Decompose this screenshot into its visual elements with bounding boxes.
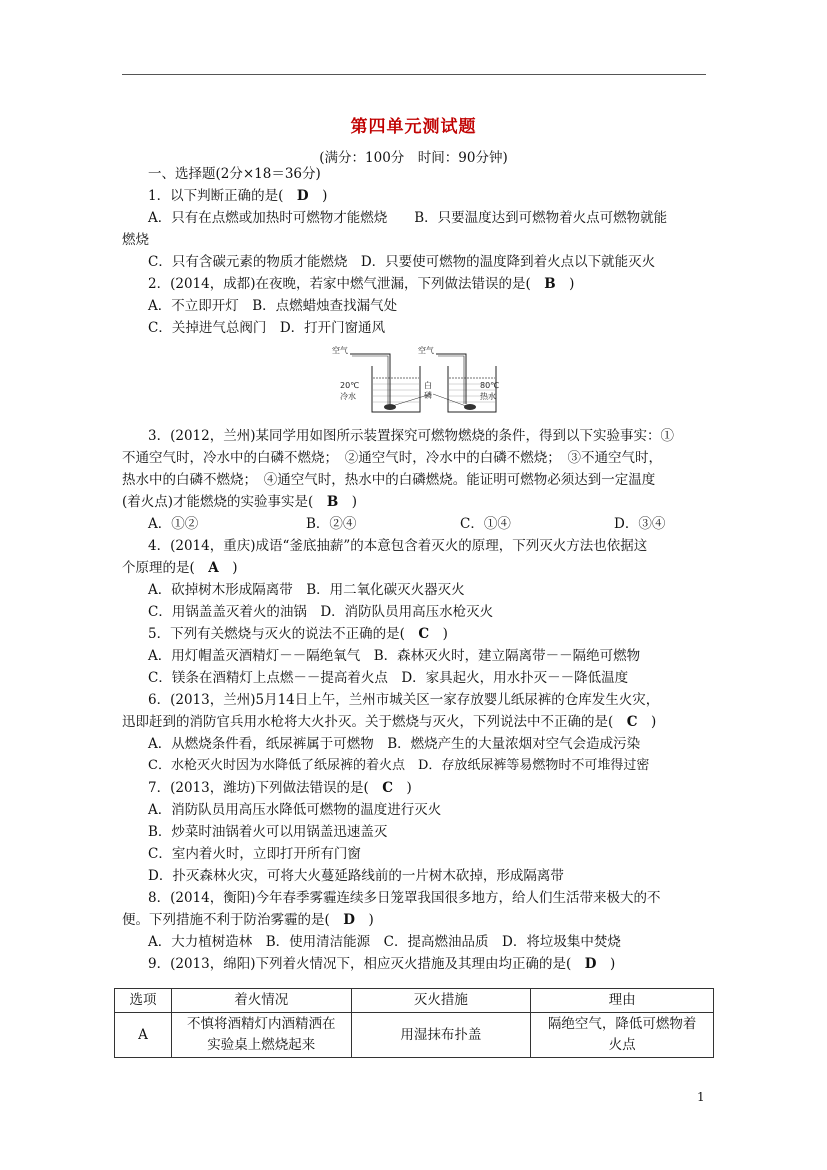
- q3-line: 不通空气时，冷水中的白磷不燃烧； ②通空气时，冷水中的白磷不燃烧； ③不通空气时，: [122, 450, 662, 466]
- label-cold: 冷水: [340, 392, 356, 401]
- answer-5: C: [418, 626, 430, 642]
- q7-line: B．炒菜时油锅着火可以用锅盖迅速盖灭: [148, 824, 388, 840]
- q6-line: 6．(2013，兰州)5月14日上午，兰州市城关区一家存放婴儿纸尿裤的仓库发生火灾，: [148, 692, 660, 708]
- white-phosphorus-hot: [464, 404, 476, 410]
- table-cell-option: A: [115, 1013, 172, 1058]
- q4-line: 4．(2014，重庆)成语“釜底抽薪”的本意包含着灭火的原理，下列灭火方法也依据这: [148, 538, 648, 554]
- answer-8: D: [343, 912, 355, 928]
- question-5-stem: 5．下列有关燃烧与灭火的说法不正确的是( C ): [148, 626, 448, 642]
- q2-line: A．不立即开灯 B．点燃蜡烛查找漏气处: [148, 298, 398, 314]
- header-rule: [122, 74, 706, 75]
- q6-line: C．水枪灭火时因为水降低了纸尿裤的着火点 D．存放纸尿裤等易燃物时不可堆得过密: [148, 758, 650, 773]
- table-header: 理由: [531, 989, 714, 1013]
- q2-line: C．关掉进气总阀门 D．打开门窗通风: [148, 320, 386, 336]
- q4-line: C．用锅盖盖灭着火的油锅 D．消防队员用高压水枪灭火: [148, 604, 494, 620]
- q3-line: 3．(2012，兰州)某同学用如图所示装置探究可燃物燃烧的条件，得到以下实验事实：①: [148, 428, 674, 444]
- table-header-row: [115, 989, 714, 1013]
- table-row: [115, 1013, 714, 1058]
- label-white-1: 白: [424, 381, 432, 390]
- label-air-right: 空气: [418, 346, 434, 355]
- q3-option: B．②④: [306, 516, 357, 532]
- question-1-stem: 1．以下判断正确的是( D ): [148, 188, 328, 204]
- table-cell-measure: 用湿抹布扑盖: [351, 1013, 531, 1058]
- q1-line: C．只有含碳元素的物质才能燃烧 D．只要使可燃物的温度降到着火点以下就能灭火: [148, 254, 656, 270]
- answer-9: D: [584, 956, 597, 972]
- question-8-stem: 便。下列措施不利于防治雾霾的是( D ): [122, 912, 374, 928]
- question-9-stem: 9．(2013，绵阳)下列着火情况下，相应灭火措施及其理由均正确的是( D ): [148, 956, 616, 972]
- answer-1: D: [296, 188, 309, 204]
- table-cell-reason: 隔绝空气，降低可燃物着 火点: [531, 1013, 714, 1058]
- experiment-figure: [332, 344, 502, 416]
- label-hot-temp: 80℃: [480, 381, 500, 390]
- label-white-2: 磷: [424, 391, 432, 400]
- q8-line: A．大力植树造林 B．使用清洁能源 C．提高燃油品质 D．将垃圾集中焚烧: [148, 934, 621, 950]
- page-subtitle: (满分：100分 时间：90分钟): [319, 150, 508, 166]
- question-4-stem: 个原理的是( A ): [122, 560, 238, 576]
- table-header: 灭火措施: [351, 989, 531, 1013]
- air-tube-left: [350, 354, 390, 404]
- white-phosphorus-cold: [384, 404, 396, 410]
- question-7-stem: 7．(2013，潍坊)下列做法错误的是( C ): [148, 780, 412, 796]
- q7-line: C．室内着火时，立即打开所有门窗: [148, 846, 361, 862]
- q1-line: A．只有在点燃或加热时可燃物才能燃烧 B．只要温度达到可燃物着火点可燃物就能: [148, 210, 668, 226]
- options-table: [114, 988, 714, 1058]
- q7-line: D．扑灭森林火灾，可将大火蔓延路线前的一片树木砍掉，形成隔离带: [148, 868, 564, 884]
- q5-line: A．用灯帽盖灭酒精灯－－隔绝氧气 B．森林灭火时，建立隔离带－－隔绝可燃物: [148, 648, 641, 664]
- label-air-left: 空气: [332, 346, 348, 355]
- answer-7: C: [382, 780, 393, 796]
- q4-line: A．砍掉树木形成隔离带 B．用二氧化碳灭火器灭火: [148, 582, 465, 598]
- page-title: 第四单元测试题: [350, 117, 477, 137]
- answer-2: B: [544, 276, 556, 292]
- answer-4: A: [208, 560, 219, 576]
- label-hot: 热水: [480, 392, 496, 401]
- q6-line: A．从燃烧条件看，纸尿裤属于可燃物 B．燃烧产生的大量浓烟对空气会造成污染: [148, 736, 641, 752]
- question-3-stem: (着火点)才能燃烧的实验事实是( B ): [122, 494, 358, 510]
- beaker-cold: [372, 366, 420, 412]
- q3-option: D．③④: [614, 516, 666, 532]
- label-cold-temp: 20℃: [340, 381, 360, 390]
- table-header: 选项: [115, 989, 172, 1013]
- question-6-stem: 迅即赶到的消防官兵用水枪将大火扑灭。关于燃烧与灭火，下列说法中不正确的是( C ): [122, 714, 657, 730]
- page-number: 1: [697, 1090, 705, 1104]
- q8-line: 8．(2014，衡阳)今年春季雾霾连续多日笼罩我国很多地方，给人们生活带来极大的不: [148, 890, 661, 906]
- answer-3: B: [326, 494, 339, 510]
- question-2-stem: 2．(2014，成都)在夜晚，若家中燃气泄漏，下列做法错误的是( B ): [148, 276, 575, 292]
- q7-line: A．消防队员用高压水降低可燃物的温度进行灭火: [148, 802, 442, 818]
- table-cell-situation: 不慎将酒精灯内酒精洒在 实验桌上燃烧起来: [171, 1013, 351, 1058]
- q1-line: 燃烧: [122, 232, 149, 248]
- answer-6: C: [626, 714, 638, 730]
- section-heading: 一、选择题(2分×18＝36分): [148, 166, 321, 182]
- q5-line: C．镁条在酒精灯上点燃－－提高着火点 D．家具起火，用水扑灭－－降低温度: [148, 670, 629, 686]
- table-header: 着火情况: [171, 989, 351, 1013]
- q3-line: 热水中的白磷不燃烧； ④通空气时，热水中的白磷燃烧。能证明可燃物必须达到一定温度: [122, 472, 656, 488]
- q3-option: C．①④: [460, 516, 511, 532]
- q3-option: A．①②: [148, 516, 199, 532]
